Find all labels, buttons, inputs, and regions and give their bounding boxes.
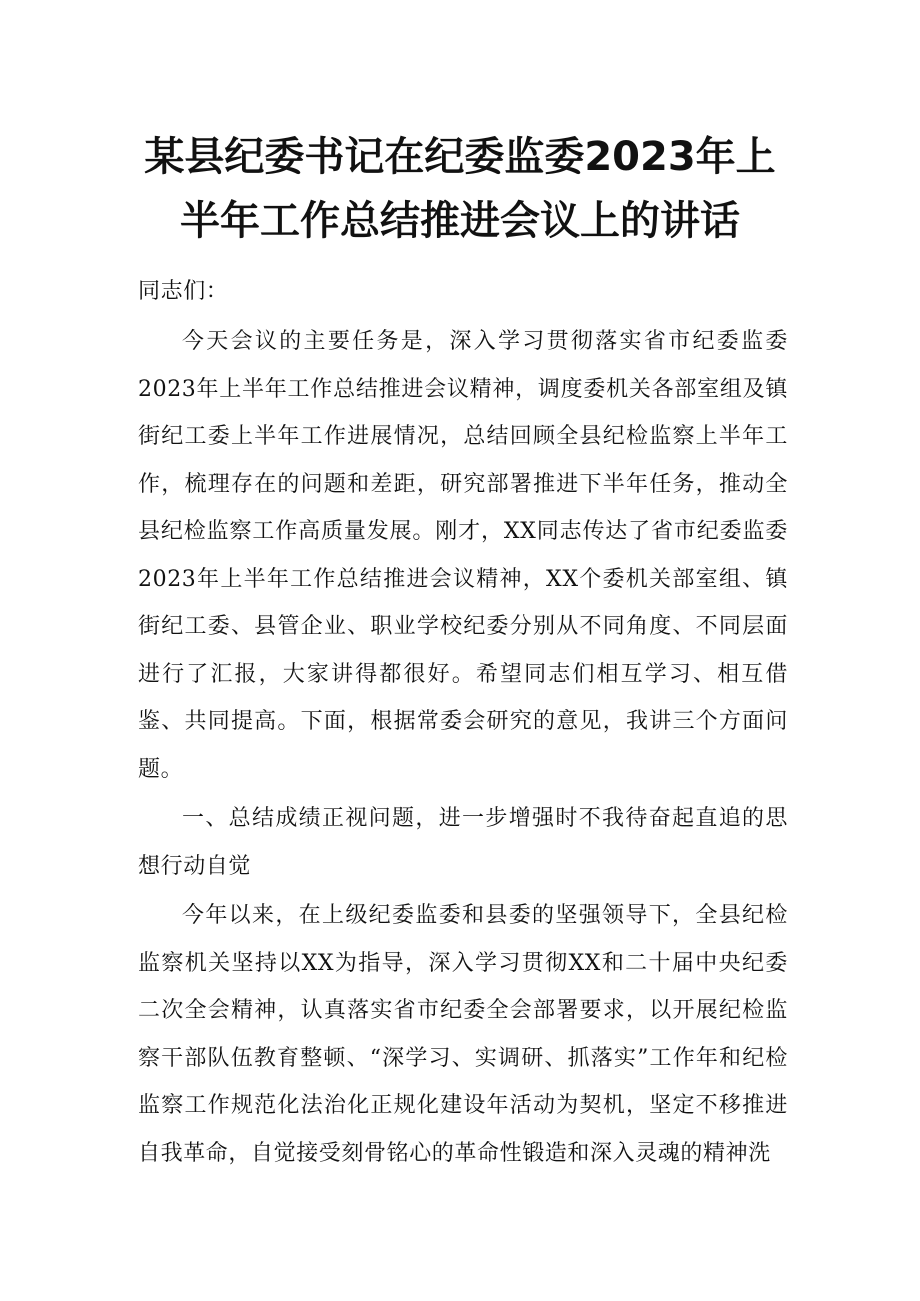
section-heading-1: 一、总结成绩正视问题，进一步增强时不我待奋起直追的思想行动自觉: [138, 806, 788, 879]
document-title-line-2: 半年工作总结推进会议上的讲话: [180, 198, 740, 244]
salutation: 同志们：: [138, 279, 229, 304]
opening-paragraph: 今天会议的主要任务是，深入学习贯彻落实省市纪委监委2023年上半年工作总结推进会议精神，调度委机关各部室组及镇街纪工委上半年工作进展情况，总结回顾全县纪检监察上半年工作，梳理存在的问题和差距，研究部署推进下半年任务，推动全县纪检监察工作高质量发展。刚才，XX同志传达了省市纪委监委2023年上半年工作总结推进会议精神，XX个委机关部室组、镇街纪工委、县管企业、职业学校纪委分别从不同角度、不同层面进行了汇报，大家讲得都很好。希望同志们相互学习、相互借鉴、共同提高。下面，根据常委会研究的意见，我讲三个方面问题。: [138, 329, 788, 782]
document-title-line-1: 某县纪委书记在纪委监委2023年上: [144, 134, 776, 180]
section-1-paragraph: 今年以来，在上级纪委监委和县委的坚强领导下，全县纪检监察机关坚持以XX为指导，深入学习贯彻XX和二十届中央纪委二次全会精神，认真落实省市纪委全会部署要求，以开展纪检监察干部队伍教育整顿、“深学习、实调研、抓落实”工作年和纪检监察工作规范化法治化正规化建设年活动为契机，坚定不移推进自我革命，自觉接受刻骨铭心的革命性锻造和深入灵魂的精神洗: [138, 903, 788, 1166]
